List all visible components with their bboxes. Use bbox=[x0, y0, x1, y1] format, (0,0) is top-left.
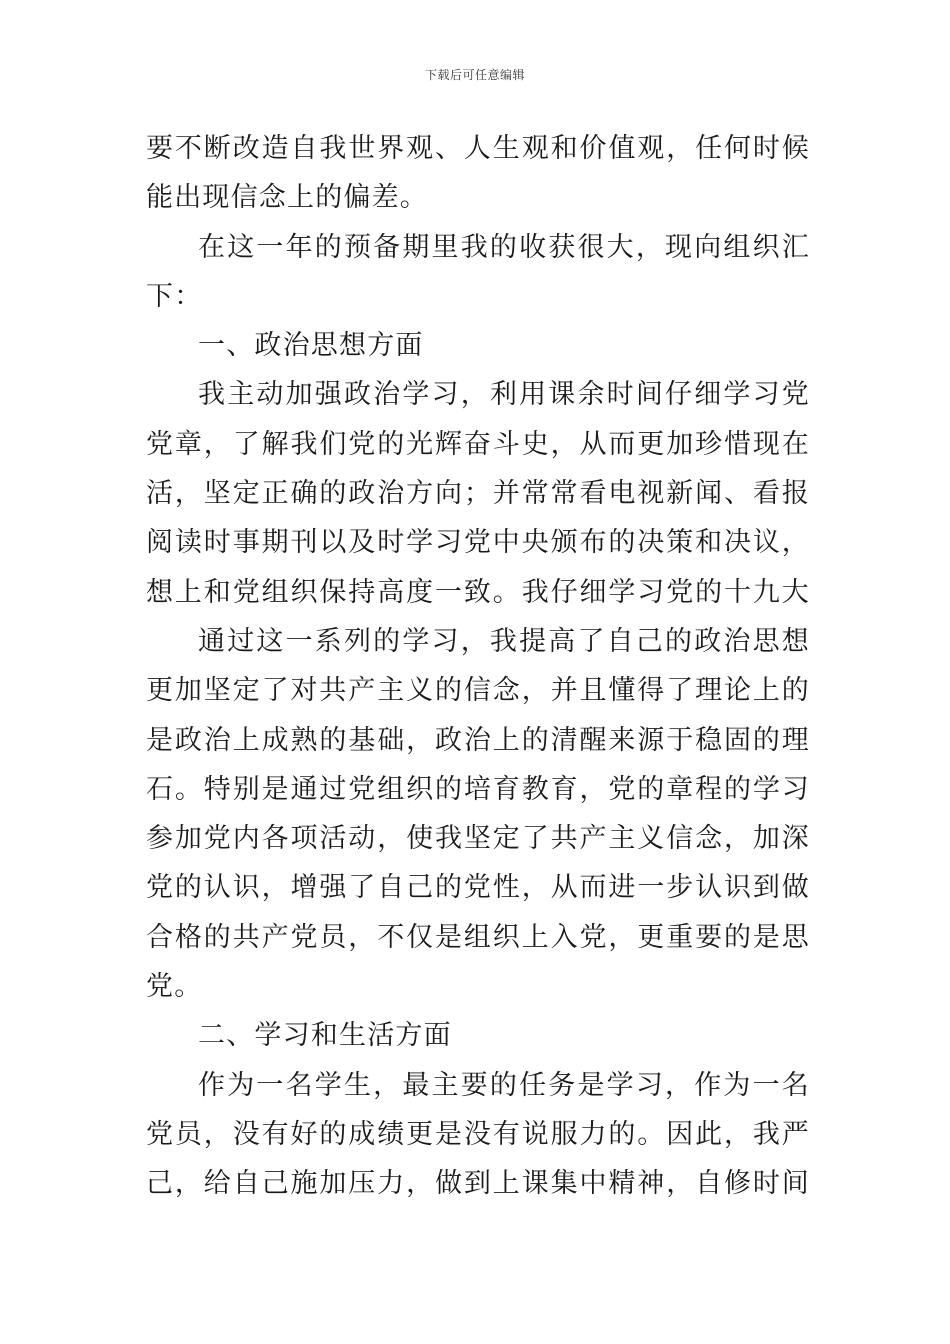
text-line: 合格的共产党员，不仅是组织上入党，更重要的是思 bbox=[146, 921, 810, 953]
text-line: 下： bbox=[146, 280, 203, 312]
text-line: 党员，没有好的成绩更是没有说服力的。因此，我严 bbox=[146, 1118, 810, 1150]
text-line: 二、学习和生活方面 bbox=[198, 1020, 452, 1052]
document-body bbox=[146, 124, 810, 1209]
text-line: 能出现信念上的偏差。 bbox=[146, 182, 428, 214]
text-line: 参加党内各项活动，使我坚定了共产主义信念，加深 bbox=[146, 823, 810, 855]
text-line: 更加坚定了对共产主义的信念，并且懂得了理论上的 bbox=[146, 675, 810, 707]
text-line: 是政治上成熟的基础，政治上的清醒来源于稳固的理 bbox=[146, 724, 810, 756]
text-line: 阅读时事期刊以及时学习党中央颁布的决策和决议， bbox=[146, 527, 810, 559]
text-line: 在这一年的预备期里我的收获很大，现向组织汇 bbox=[198, 231, 810, 263]
text-line: 要不断改造自我世界观、人生观和价值观，任何时候 bbox=[146, 133, 810, 164]
text-line: 石。特别是通过党组织的培育教育，党的章程的学习 bbox=[146, 773, 810, 805]
text-line: 党。 bbox=[146, 971, 203, 1003]
text-line: 通过这一系列的学习，我提高了自己的政治思想 bbox=[198, 625, 810, 657]
text-line: 党章，了解我们党的光辉奋斗史，从而更加珍惜现在 bbox=[146, 428, 810, 460]
text-line: 己，给自己施加压力，做到上课集中精神，自修时间 bbox=[146, 1168, 810, 1200]
text-line: 作为一名学生，最主要的任务是学习，作为一名 bbox=[198, 1069, 810, 1101]
text-line: 活，坚定正确的政治方向；并常常看电视新闻、看报 bbox=[146, 478, 810, 510]
text-line: 一、政治思想方面 bbox=[198, 330, 424, 362]
text-line: 想上和党组织保持高度一致。我仔细学习党的十九大 bbox=[146, 576, 810, 608]
text-line: 党的认识，增强了自己的党性，从而进一步认识到做 bbox=[146, 872, 810, 904]
text-line: 我主动加强政治学习，利用课余时间仔细学习党 bbox=[198, 379, 810, 411]
page-header: 下载后可任意编辑 bbox=[424, 68, 525, 82]
